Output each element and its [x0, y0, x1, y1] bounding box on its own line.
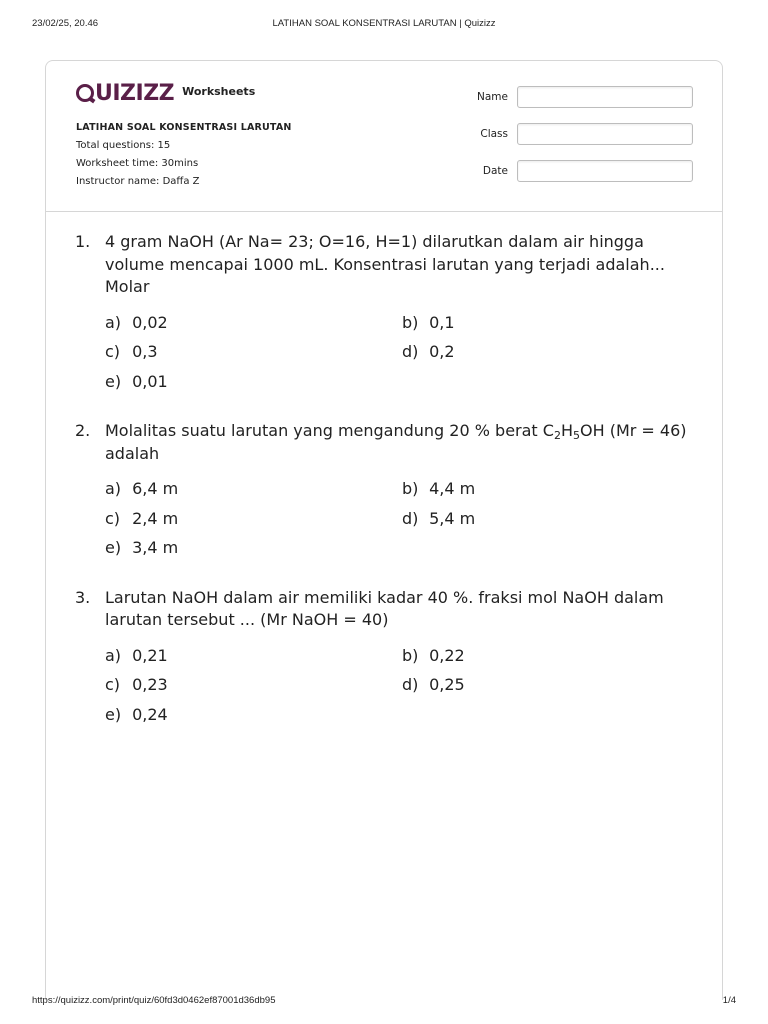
worksheet-header: [46, 61, 722, 212]
question-list: [75, 231, 715, 733]
option-b[interactable]: [402, 645, 465, 667]
name-field-row: [466, 86, 696, 123]
option-text: 0,23: [132, 675, 168, 694]
option-d[interactable]: [402, 341, 455, 363]
option-a[interactable]: [105, 645, 168, 667]
option-row: [105, 371, 715, 401]
option-row: [105, 674, 715, 704]
question-text-part: Molalitas suatu larutan yang mengandung 20 % berat C: [105, 421, 554, 440]
worksheet-title: LATIHAN SOAL KONSENTRASI LARUTAN: [76, 122, 292, 133]
logo-wordmark: UIZIZZ: [95, 80, 175, 106]
options: [105, 478, 715, 567]
option-label: e): [105, 371, 122, 391]
option-c[interactable]: [105, 508, 178, 530]
class-label: Class: [480, 128, 508, 140]
option-label: a): [105, 479, 122, 498]
option-b[interactable]: [402, 478, 475, 500]
option-row: [105, 645, 715, 675]
product-name: Worksheets: [182, 84, 256, 98]
option-text: 0,24: [132, 704, 168, 724]
student-fields: [466, 86, 696, 197]
option-e[interactable]: [105, 537, 178, 559]
option-label: a): [105, 645, 122, 665]
option-e[interactable]: [105, 704, 168, 726]
option-text: 0,25: [429, 675, 465, 694]
print-url[interactable]: https://quizizz.com/print/quiz/60fd3d0462ef87001d36db95: [32, 995, 276, 1006]
name-field[interactable]: [517, 86, 693, 108]
option-text: 4,4 m: [429, 479, 476, 498]
worksheet-meta: [76, 119, 292, 191]
question-text: [75, 231, 705, 299]
option-a[interactable]: [105, 312, 168, 334]
option-b[interactable]: [402, 312, 455, 334]
date-field-row: [466, 160, 696, 197]
options: [105, 312, 715, 401]
option-text: 2,4 m: [132, 508, 179, 528]
option-row: [105, 537, 715, 567]
question-body: [105, 421, 687, 463]
option-label: d): [402, 508, 419, 528]
print-footer: [32, 995, 736, 1009]
option-row: [105, 312, 715, 342]
option-c[interactable]: [105, 341, 158, 363]
subscript: 5: [572, 429, 580, 442]
option-text: 0,3: [132, 342, 158, 361]
option-text: 6,4 m: [132, 479, 179, 498]
print-page-title: LATIHAN SOAL KONSENTRASI LARUTAN | Quizizz: [272, 18, 496, 29]
question-3: [75, 587, 715, 734]
date-field[interactable]: [517, 160, 693, 182]
option-d[interactable]: [402, 508, 475, 530]
option-label: a): [105, 312, 122, 332]
option-text: 0,01: [132, 371, 168, 391]
print-datetime: 23/02/25, 20.46: [32, 18, 99, 29]
question-body: Larutan NaOH dalam air memiliki kadar 40 %. fraksi mol NaOH dalam larutan tersebut ... (Mr NaOH = 40): [105, 587, 664, 629]
question-number: 1.: [75, 232, 91, 251]
date-label: Date: [482, 165, 508, 177]
option-label: c): [105, 342, 121, 361]
total-questions: Total questions: 15: [76, 140, 171, 151]
option-label: d): [402, 675, 419, 694]
subscript: 2: [553, 429, 561, 442]
option-text: 5,4 m: [429, 508, 476, 528]
question-1: [75, 231, 715, 400]
question-2: [75, 420, 715, 567]
option-label: c): [105, 675, 121, 694]
option-label: b): [402, 312, 419, 332]
option-text: 0,2: [429, 342, 455, 361]
logo-q-ring: [76, 84, 94, 102]
option-label: d): [402, 342, 419, 361]
option-row: [105, 341, 715, 371]
quizizz-logo-icon: [76, 81, 174, 106]
question-text-part: H: [560, 421, 573, 440]
option-text: 0,02: [132, 312, 168, 332]
option-label: c): [105, 508, 121, 528]
option-text: 0,21: [132, 645, 168, 665]
options: [105, 645, 715, 734]
question-text: [75, 587, 705, 632]
worksheet-time: Worksheet time: 30mins: [76, 158, 199, 169]
instructor-name: Instructor name: Daffa Z: [76, 176, 200, 187]
option-text: 3,4 m: [132, 538, 179, 557]
question-text: [75, 420, 705, 465]
option-label: b): [402, 645, 419, 665]
option-e[interactable]: [105, 371, 168, 393]
option-row: [105, 508, 715, 538]
option-label: b): [402, 479, 419, 498]
option-row: [105, 704, 715, 734]
print-header: [32, 18, 736, 32]
option-d[interactable]: [402, 674, 465, 696]
option-label: e): [105, 704, 122, 724]
question-body: 4 gram NaOH (Ar Na= 23; O=16, H=1) dilarutkan dalam air hingga volume mencapai 1000 mL. Konsentrasi larutan yang terjadi adalah... Molar: [105, 232, 665, 296]
option-text: 0,22: [429, 645, 465, 665]
question-number: 3.: [75, 587, 91, 607]
name-label: Name: [477, 91, 508, 103]
option-label: e): [105, 538, 122, 557]
option-row: [105, 478, 715, 508]
question-number: 2.: [75, 421, 91, 440]
print-page-number: 1/4: [722, 995, 736, 1006]
option-a[interactable]: [105, 478, 178, 500]
question-text-part: OH (Mr = 46) adalah: [105, 421, 687, 463]
class-field[interactable]: [517, 123, 693, 145]
option-c[interactable]: [105, 674, 168, 696]
option-text: 0,1: [429, 312, 455, 332]
class-field-row: [466, 123, 696, 160]
brand: [76, 80, 255, 106]
